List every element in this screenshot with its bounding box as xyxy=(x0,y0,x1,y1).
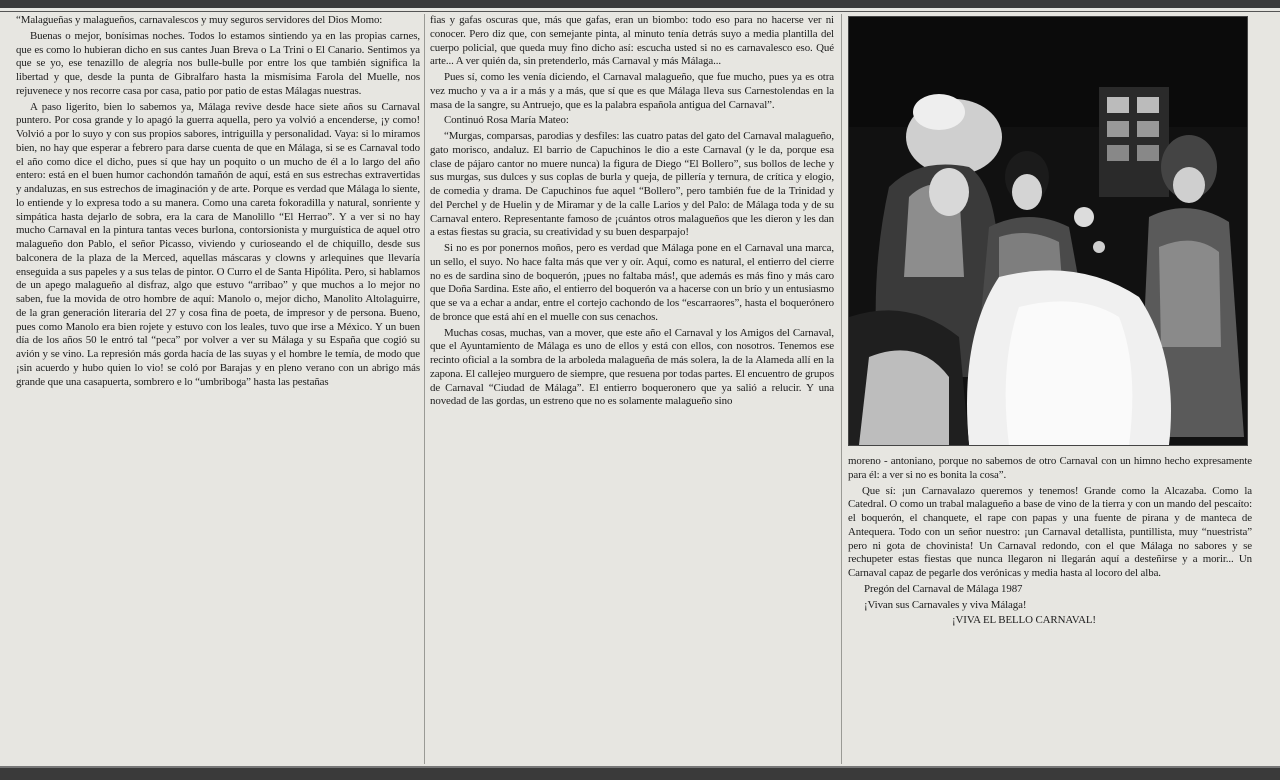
article-column-1 xyxy=(16,14,420,391)
column-divider xyxy=(424,14,425,764)
top-rule xyxy=(0,0,1280,8)
closing-line: ¡Vivan sus Carnavales y viva Málaga! xyxy=(864,598,1027,611)
bottom-rule xyxy=(0,766,1280,780)
paragraph: “Murgas, comparsas, parodias y desfiles: las cuatro patas del gato del Carnaval malagueño, gato morisco, andaluz. El barrio de Capuchinos le dio a este Carnaval (y le da, porque esa clase de pájaro cantor no muere nunca) la figura de Diego “El Bollero”, sus bollos de leche y sus murgas, sus dulces y sus coplas de burla y queja, de pillería y ternura, de crítica y elogio, de comedia y drama. De Capuchinos fue aquel “Bollero”, pero también fue de la Trinidad y del Perchel y de Huelin y de Miramar y de la calle Larios y del Palo: de Málaga toda y de su Carnaval entero. Representante famoso de ¡cuántos otros malagueños que les dieron y les dan a estas fiestas su gracia, su creatividad y su buen desparpajo! xyxy=(430,130,834,239)
closing-exclamation: ¡VIVA EL BELLO CARNAVAL! xyxy=(952,614,1096,627)
paragraph: moreno - antoniano, porque no sabemos de otro Carnaval con un himno hecho expresamente para él: a ver si no es bonita la cosa”. xyxy=(848,455,1252,481)
paragraph: Pues sí, como les venía diciendo, el Carnaval malagueño, que fue mucho, pues ya es otra vez mucho y va a ir a más y a más, que sí que es que Málaga lleva sus Carnestolendas en la masa de la sangre, su Antruejo, que es la palabra española antigua del Carnaval”. xyxy=(430,71,834,111)
article-column-3 xyxy=(848,455,1252,630)
photo-image xyxy=(849,17,1247,445)
paragraph: fias y gafas oscuras que, más que gafas, eran un biombo: todo eso para no hacerse ver ni conocer. Pero diz que, con semejante pinta, al minuto tenía detrás suyo a media plantilla del cuerpo policial, que queda muy fino dicho así: escucha usted si no es carnavalesco eso. Qué arte... A ver quién da, sin pretenderlo, más Carnaval y más Málaga... xyxy=(430,14,834,68)
column-divider xyxy=(841,14,842,764)
article-column-2 xyxy=(430,14,834,411)
carnival-photo xyxy=(848,16,1248,446)
paragraph: Buenas o mejor, bonísimas noches. Todos lo estamos sintiendo ya en las propias carnes, que es como lo hubieran dicho en sus cantes Juan Breva o La Trini o El Canario. Sentimos ya que se yo, ese tenazillo de alegría nos bulle-bulle por entre los que también significa la libertad y que, desde la punta de Gibralfaro hasta la mismísima Farola del Muelle, nos rejuvenece y nos recorre casa por casa, patio por patio de estas Málagas nuestras. xyxy=(16,29,420,97)
paragraph: Continuó Rosa María Mateo: xyxy=(444,114,569,127)
paragraph: Muchas cosas, muchas, van a mover, que este año el Carnaval y los Amigos del Carnaval, que el Ayuntamiento de Málaga es uno de ellos y está con ellos, con nosotros. Tenemos ese recinto oficial a la sombra de la arboleda malagueña de más solera, la de la Alameda allí en la zapona. El callejeo murguero de siempre, que resuena por todas partes. El encuentro de grupos de Carnaval “Ciudad de Málaga”. El entierro boqueronero que ya salió a relucir. Y una novedad de las gordas, un estreno que no es solamente malagueño sino xyxy=(430,326,834,408)
signature-line: Pregón del Carnaval de Málaga 1987 xyxy=(864,582,1023,595)
paragraph: Si no es por ponernos moños, pero es verdad que Málaga pone en el Carnaval una marca, un sello, el suyo. No hace falta más que ver y oír. Aquí, como es natural, el entierro del cierre no es de sardina sino de boquerón, ¡pues no faltaba más!, que además es más fino y más caro que Doña Sardina. Este año, el entierro del boquerón va a hacerse con un brío y un entusiasmo que se va a echar a andar, entre el cortejo cachondo de los “escarraores”, hasta el boquerónero de bronce que está ahí en el muelle con sus cenachos. xyxy=(430,242,834,323)
paragraph: “Malagueñas y malagueños, carnavalescos y muy seguros servidores del Dios Momo: xyxy=(16,14,383,26)
paragraph: Que sí: ¡un Carnavalazo queremos y tenemos! Grande como la Alcazaba. Como la Catedral. O como un trabal malagueño a base de vino de la tierra y con un mando del pescaíto: el boquerón, el chanquete, el rape con papas y una fuente de pirana y de manteca de Antequera. Todo con un señor nuestro: ¡un Carnaval detallista, puntillista, muy “nuestrista” pero ni gota de chovinista! Un Carnaval redondo, con el que Málaga no sabores y se rechupeter estas fiestas que nunca llegaron ni llegarán aquí a desteñirse y a morir... Un Carnaval capaz de pegarle dos verónicas y media hasta al locoro del alba. xyxy=(848,484,1252,579)
paragraph: A paso ligerito, bien lo sabemos ya, Málaga revive desde hace siete años su Carnaval puntero. Por cosa grande y lo apagó la guerra aquella, pero ya volvió a encenderse, ¡y como! Volvió a por lo suyo y con sus propios sabores, intriguilla y personalidad. Vaya: si lo miramos bien, no hay que esperar a febrero para darse cuenta de que en Málaga, si se es Carnaval todo el año como dice el dicho, pues sí que hay un poquito o un mucho de él a lo largo del año entero: está en el buen humor cachondón tamañón de aquí, está en sus estrechas extravertidas y andaluzas, en sus estrechos de imaginación y de arte. Porque es verdad que Málaga lo siente, lo entiende y lo expresa todo a su manera. Como una careta fokoradilla y natural, sonriente y simpática hasta dejarlo de sobra, era la cara de Manolillo “El Herrao”. Y a ver si no hay mucho Carnaval en la pintura tantas veces burlona, contorsionista y murguística de aquel otro malagueño don Pablo, el señor Picasso, viviendo y curioseando el de chiquillo, desde sus balconera de la plaza de la Merced, aquellas máscaras y clowns y arlequines que llevaría enseguida a sus papeles y a sus telas de pintor. O Curro el de Santa Hipólita. Pero, si hablamos de un apego malagueño al disfraz, algo que estuvo “arribao” y que muchos a lo mejor no saben, fue la movida de otro hombre de aquí: Manolo o, mejor dicho, Manolito Altolaguirre, de la gran generación literaria del 27 y cosa fina de poeta, de impresor y de persona. Bueno, pues como Manolo era bien rojete y estuvo con los leales, tuvo que irse a México. Y un buen día de los años 50 le entró tal “peca” por volver a ver su Málaga y su España que cogió su avión y se vino. La represión más gorda hacía de las suyas y el hombre le temía, de modo que ¡sin acuerdo y hubo quien lo vio! se coló por Barajas y en pleno verano con un abrigo más grande que una casapuerta, sombrero e lo “umbriboga” hasta las pestañas xyxy=(16,100,420,388)
